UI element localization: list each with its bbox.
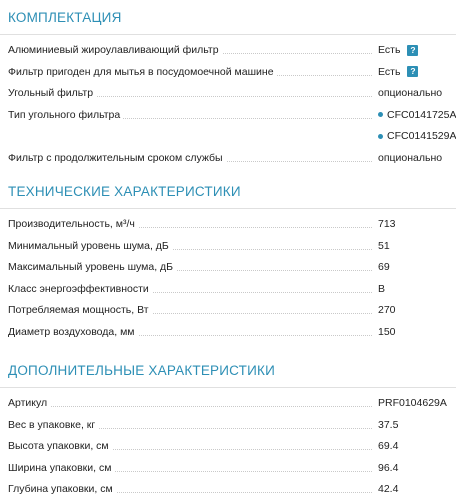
- spec-label: Фильтр с продолжительным сроком службы: [8, 151, 226, 165]
- spec-row-grease-filter: [0, 41, 456, 63]
- spec-row-carbon-filter-type: [0, 106, 456, 128]
- spec-row-carbon-filter: [0, 84, 456, 106]
- spec-value: 37.5: [378, 418, 399, 431]
- section-technical: [0, 183, 456, 344]
- spec-label: Угольный фильтр: [8, 86, 96, 100]
- spec-value: 150: [378, 325, 396, 338]
- spec-value-text: Есть: [378, 44, 401, 56]
- spec-row: [0, 280, 456, 302]
- spec-label: Глубина упаковки, см: [8, 482, 116, 496]
- spec-label: Тип угольного фильтра: [8, 108, 123, 122]
- spec-label: Минимальный уровень шума, дБ: [8, 239, 172, 253]
- spec-value: опционально: [378, 151, 443, 164]
- spec-value-text: Есть: [378, 65, 401, 78]
- filter-link[interactable]: CFC0141725A: [387, 108, 456, 121]
- spec-row: [0, 215, 456, 237]
- spec-label: Класс энергоэффективности: [8, 282, 152, 296]
- spec-value: 42.4: [378, 483, 399, 495]
- question-mark-icon[interactable]: ?: [407, 45, 418, 56]
- spec-row: [0, 459, 456, 481]
- spec-row-carbon-filter-type-2: [0, 127, 456, 149]
- section-divider: [0, 208, 456, 209]
- dotted-leader: [8, 406, 372, 407]
- spec-value: [378, 65, 418, 79]
- spec-row: [0, 301, 456, 323]
- spec-value: PRF0104629A: [378, 397, 447, 409]
- spec-label: Фильтр пригоден для мытья в посудомоечной машине: [8, 65, 277, 79]
- spec-value: B: [378, 282, 386, 295]
- spec-row: [0, 437, 456, 459]
- section-title-equipment: КОМПЛЕКТАЦИЯ: [8, 10, 122, 25]
- section-title-technical: ТЕХНИЧЕСКИЕ ХАРАКТЕРИСТИКИ: [8, 184, 241, 199]
- section-equipment: [0, 9, 456, 170]
- spec-label: Артикул: [8, 396, 50, 410]
- spec-value: 69: [378, 261, 390, 273]
- spec-row: [0, 480, 456, 502]
- question-mark-icon[interactable]: ?: [407, 66, 418, 77]
- spec-label: Максимальный уровень шума, дБ: [8, 260, 176, 274]
- spec-value: 96.4: [378, 461, 399, 474]
- spec-label: Потребляемая мощность, Вт: [8, 303, 152, 317]
- spec-value: [378, 43, 418, 57]
- bullet-dot-icon: [378, 134, 383, 139]
- spec-label: Алюминиевый жироулавливающий фильтр: [8, 43, 222, 57]
- spec-value: 51: [378, 239, 390, 252]
- spec-row: [0, 237, 456, 259]
- spec-value: 270: [378, 304, 396, 316]
- filter-link[interactable]: CFC0141529A: [387, 130, 456, 142]
- spec-label: Диаметр воздуховода, мм: [8, 325, 138, 339]
- spec-row: [0, 416, 456, 438]
- section-title-additional: ДОПОЛНИТЕЛЬНЫЕ ХАРАКТЕРИСТИКИ: [8, 363, 275, 378]
- spec-label: Высота упаковки, см: [8, 439, 112, 453]
- spec-row: [0, 394, 456, 416]
- spec-label: Вес в упаковке, кг: [8, 418, 98, 432]
- spec-list-equipment: [0, 41, 456, 170]
- spec-row-long-life-filter: [0, 149, 456, 171]
- spec-row-dishwasher-safe: [0, 63, 456, 85]
- spec-value: опционально: [378, 87, 443, 99]
- bullet-dot-icon: [378, 112, 383, 117]
- spec-row: [0, 323, 456, 345]
- spec-label: Ширина упаковки, см: [8, 461, 114, 475]
- spec-list-additional: [0, 394, 456, 502]
- spec-value: [378, 129, 456, 143]
- section-divider: [0, 34, 456, 35]
- spec-value: [378, 108, 456, 122]
- spec-row: [0, 258, 456, 280]
- section-divider: [0, 387, 456, 388]
- section-additional: [0, 362, 456, 502]
- spec-value: 69.4: [378, 440, 399, 452]
- spec-list-technical: [0, 215, 456, 344]
- spec-value: 713: [378, 218, 396, 230]
- spec-label: Производительность, м³/ч: [8, 217, 138, 231]
